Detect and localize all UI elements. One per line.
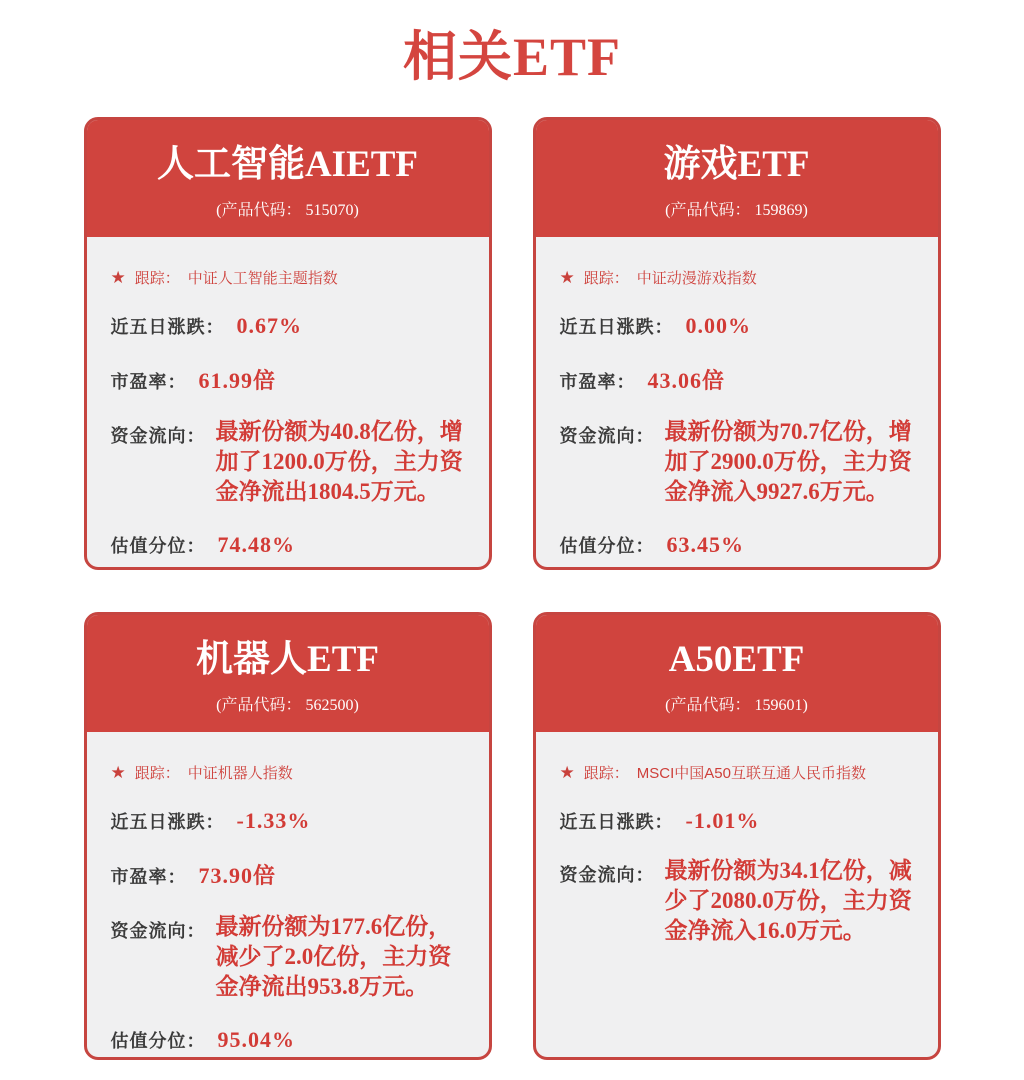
- card-product-code: (产品代码： 515070): [216, 202, 359, 219]
- change-value: 0.00%: [685, 313, 751, 338]
- track-row: [111, 267, 469, 288]
- pe-label: 市盈率：: [110, 372, 187, 392]
- flow-label: 资金流向：: [110, 426, 206, 446]
- card-title: 人工智能AIETF: [156, 144, 419, 185]
- pe-value: 43.06倍: [647, 368, 726, 393]
- track-index: 中证人工智能主题指数: [187, 270, 338, 287]
- card-product-code: (产品代码： 159869): [665, 202, 808, 219]
- valuation-label: 估值分位：: [110, 1031, 206, 1051]
- card-header: [87, 615, 489, 732]
- valuation-row: [111, 532, 469, 558]
- flow-value: 最新份额为70.7亿份，增加了2900.0万份，主力资金净流入9927.6万元。: [664, 419, 912, 504]
- card-product-code: (产品代码： 562500): [216, 697, 359, 714]
- flow-label: 资金流向：: [110, 921, 206, 941]
- track-label: 跟踪：: [134, 270, 180, 287]
- pe-value: 61.99倍: [198, 368, 277, 393]
- change-label: 近五日涨跌：: [110, 317, 225, 337]
- card-body: [536, 237, 938, 558]
- flow-row: [560, 417, 918, 507]
- track-row: [111, 762, 469, 783]
- card-header: [536, 615, 938, 732]
- valuation-row: [111, 1027, 469, 1053]
- pe-row: [560, 364, 918, 395]
- page-title: 相关ETF: [402, 27, 622, 87]
- etf-card-ai: [84, 117, 492, 570]
- change-label: 近五日涨跌：: [559, 317, 674, 337]
- flow-row: [560, 856, 918, 946]
- flow-value: 最新份额为34.1亿份，减少了2080.0万份，主力资金净流入16.0万元。: [664, 858, 912, 943]
- card-header: [536, 120, 938, 237]
- valuation-value: 95.04%: [217, 1027, 295, 1052]
- change-value: 0.67%: [236, 313, 302, 338]
- change-row: [560, 808, 918, 834]
- card-header: [87, 120, 489, 237]
- card-product-code: (产品代码： 159601): [665, 697, 808, 714]
- pe-row: [111, 364, 469, 395]
- flow-label: 资金流向：: [559, 865, 655, 885]
- etf-card-grid: [0, 117, 1024, 1060]
- card-title: A50ETF: [668, 639, 805, 680]
- change-value: -1.33%: [236, 808, 311, 833]
- star-icon: ★: [110, 763, 126, 782]
- flow-value: 最新份额为40.8亿份，增加了1200.0万份，主力资金净流出1804.5万元。: [215, 419, 463, 504]
- card-body: [87, 237, 489, 558]
- etf-card-a50: [533, 612, 941, 1060]
- track-label: 跟踪：: [583, 765, 629, 782]
- change-row: [111, 808, 469, 834]
- pe-label: 市盈率：: [110, 867, 187, 887]
- valuation-label: 估值分位：: [110, 536, 206, 556]
- change-label: 近五日涨跌：: [559, 812, 674, 832]
- track-label: 跟踪：: [583, 270, 629, 287]
- track-index: 中证动漫游戏指数: [636, 270, 757, 287]
- track-index: 中证机器人指数: [187, 765, 293, 782]
- change-value: -1.01%: [685, 808, 760, 833]
- pe-value: 73.90倍: [198, 863, 277, 888]
- flow-value: 最新份额为177.6亿份，减少了2.0亿份，主力资金净流出953.8万元。: [215, 914, 452, 999]
- valuation-value: 63.45%: [666, 532, 744, 557]
- valuation-row: [560, 532, 918, 558]
- change-label: 近五日涨跌：: [110, 812, 225, 832]
- card-body: [536, 732, 938, 946]
- star-icon: ★: [110, 268, 126, 287]
- etf-card-robot: [84, 612, 492, 1060]
- star-icon: ★: [559, 268, 575, 287]
- card-title: 机器人ETF: [196, 639, 379, 680]
- card-body: [87, 732, 489, 1053]
- change-row: [560, 313, 918, 339]
- track-row: [560, 267, 918, 288]
- flow-row: [111, 912, 469, 1002]
- flow-label: 资金流向：: [559, 426, 655, 446]
- track-label: 跟踪：: [134, 765, 180, 782]
- card-title: 游戏ETF: [663, 144, 810, 185]
- valuation-label: 估值分位：: [559, 536, 655, 556]
- star-icon: ★: [559, 763, 575, 782]
- track-row: [560, 762, 918, 783]
- change-row: [111, 313, 469, 339]
- pe-label: 市盈率：: [559, 372, 636, 392]
- pe-row: [111, 859, 469, 890]
- track-index: MSCI中国A50互联互通人民币指数: [636, 765, 866, 782]
- valuation-value: 74.48%: [217, 532, 295, 557]
- flow-row: [111, 417, 469, 507]
- etf-card-game: [533, 117, 941, 570]
